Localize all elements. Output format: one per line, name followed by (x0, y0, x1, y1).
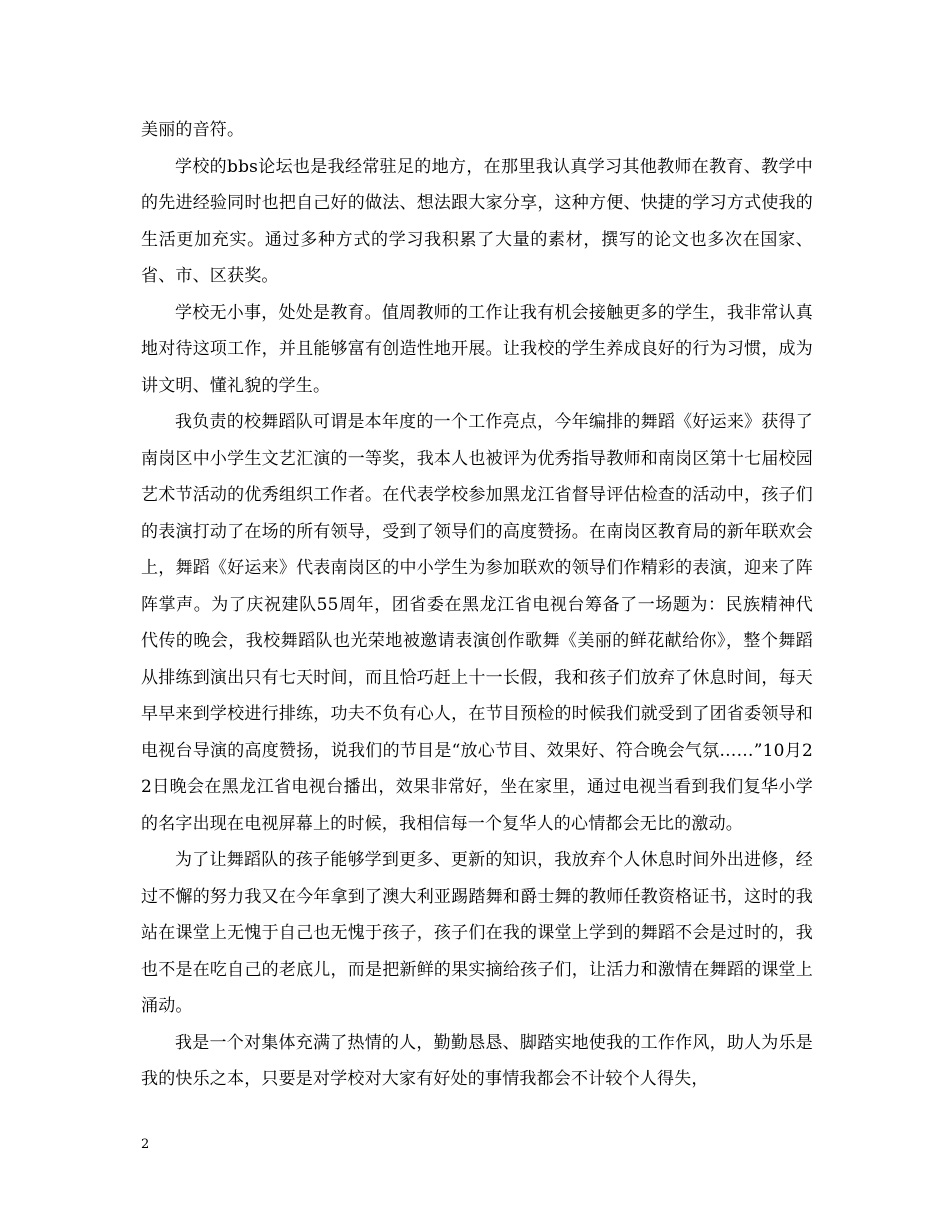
paragraph-5: 为了让舞蹈队的孩子能够学到更多、更新的知识，我放弃个人休息时间外出进修，经过不懈的努力我又在今年拿到了澳大利亚踢踏舞和爵士舞的教师任教资格证书，这时的我站在课堂上无愧于自己也无愧于孩子，孩子们在我的课堂上学到的舞蹈不会是过时的，我也不是在吃自己的老底儿，而是把新鲜的果实摘给孩子们，让活力和激情在舞蹈的课堂上涌动。 (141, 850, 813, 1016)
document-body (141, 112, 813, 1098)
paragraph-3: 学校无小事，处处是教育。值周教师的工作让我有机会接触更多的学生，我非常认真地对待这项工作，并且能够富有创造性地开展。让我校的学生养成良好的行为习惯，成为讲文明、懂礼貌的学生。 (141, 302, 813, 396)
page-number: 2 (141, 1137, 150, 1152)
paragraph-4: 我负责的校舞蹈队可谓是本年度的一个工作亮点，今年编排的舞蹈《好运来》获得了南岗区中小学生文艺汇演的一等奖，我本人也被评为优秀指导教师和南岗区第十七届校园艺术节活动的优秀组织工作者。在代表学校参加黑龙江省督导评估检查的活动中，孩子们的表演打动了在场的所有领导，受到了领导们的高度赞扬。在南岗区教育局的新年联欢会上，舞蹈《好运来》代表南岗区的中小学生为参加联欢的领导们作精彩的表演，迎来了阵阵掌声。为了庆祝建队55周年，团省委在黑龙江省电视台筹备了一场题为：民族精神代代传的晚会，我校舞蹈队也光荣地被邀请表演创作歌舞《美丽的鲜花献给你》，整个舞蹈从排练到演出只有七天时间，而且恰巧赶上十一长假，我和孩子们放弃了休息时间，每天早早来到学校进行排练，功夫不负有心人，在节目预检的时候我们就受到了团省委领导和电视台导演的高度赞扬，说我们的节目是“放心节目、效果好、符合晚会气氛……”10月22日晚会在黑龙江省电视台播出，效果非常好，坐在家里，通过电视当看到我们复华小学的名字出现在电视屏幕上的时候，我相信每一个复华人的心情都会无比的激动。 (141, 412, 813, 834)
paragraph-1: 美丽的音符。 (141, 120, 245, 140)
paragraph-6: 我是一个对集体充满了热情的人，勤勤恳恳、脚踏实地使我的工作作风，助人为乐是我的快乐之本，只要是对学校对大家有好处的事情我都会不计较个人得失， (141, 1032, 813, 1089)
paragraph-2: 学校的bbs论坛也是我经常驻足的地方，在那里我认真学习其他教师在教育、教学中的先进经验同时也把自己好的做法、想法跟大家分享，这种方便、快捷的学习方式使我的生活更加充实。通过多种方式的学习我积累了大量的素材，撰写的论文也多次在国家、省、市、区获奖。 (141, 156, 813, 286)
